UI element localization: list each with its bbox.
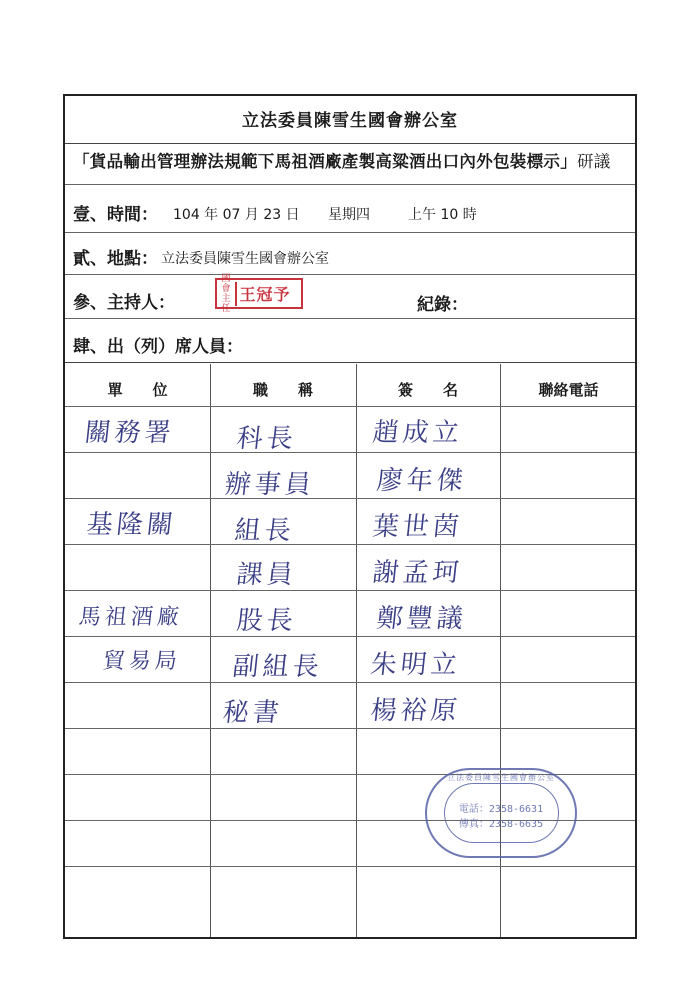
header-phone: 聯絡電話: [538, 381, 599, 399]
divider: [65, 274, 635, 275]
col-line: [356, 364, 357, 937]
recorder-label: 紀錄：: [417, 295, 468, 315]
row-3-unit: 基隆關: [85, 510, 179, 540]
table-line: [65, 636, 635, 637]
row-5-unit: 馬祖酒廠: [77, 605, 185, 630]
divider: [65, 184, 635, 185]
row-3-signature: 葉世茵: [371, 512, 465, 542]
col-line: [210, 364, 211, 937]
row-6-signature: 朱明立: [369, 650, 463, 680]
header-signature: 簽 名: [397, 381, 458, 399]
office-seal-fax: 傳真：2358-6635: [458, 819, 544, 830]
header-title: 職 稱: [252, 381, 313, 399]
row-6-unit: 貿易局: [101, 649, 183, 674]
office-title: 立法委員陳雪生國會辦公室: [242, 111, 458, 131]
meeting-date: 104 年 07 月 23 日: [173, 207, 300, 223]
attendees-label: 肆、出（列）席人員：: [73, 337, 243, 357]
divider: [65, 232, 635, 233]
title-row: [65, 96, 635, 144]
row-3-title: 組長: [233, 516, 297, 546]
subject-main: 「貨品輸出管理辦法規範下馬祖酒廠產製高粱酒出口內外包裝標示」: [73, 152, 577, 171]
subject-tail: 研議: [577, 152, 611, 171]
table-line: [65, 544, 635, 545]
row-7-signature: 楊裕原: [369, 696, 463, 726]
row-2-signature: 廖年傑: [375, 466, 469, 496]
divider: [65, 318, 635, 319]
seal-divider: [235, 282, 237, 306]
office-seal-tel: 電話：2358-6631: [458, 804, 544, 815]
table-line: [65, 866, 635, 867]
row-4-signature: 謝孟珂: [371, 558, 465, 588]
host-seal: [215, 273, 303, 314]
location-value: 立法委員陳雪生國會辦公室: [161, 251, 329, 267]
row-5-title: 股長: [235, 606, 299, 636]
host-label: 參、主持人：: [73, 293, 175, 313]
row-1-title: 科長: [235, 424, 299, 454]
row-7-title: 秘書: [221, 698, 285, 728]
table-line: [65, 452, 635, 453]
table-line: [65, 590, 635, 591]
office-seal: [425, 768, 577, 858]
table-line: [65, 682, 635, 683]
table-line: [65, 728, 635, 729]
office-seal-ring: 立法委員陳雪生國會辦公室: [447, 773, 555, 782]
host-seal-title: 國會主任: [221, 273, 231, 314]
row-1-signature: 趙成立: [371, 418, 465, 448]
host-seal-name: 王冠予: [239, 285, 291, 304]
meeting-form: [63, 94, 637, 939]
row-1-unit: 關務署: [83, 418, 177, 448]
row-6-title: 副組長: [231, 652, 325, 682]
divider: [65, 362, 635, 363]
time-label: 壹、時間：: [73, 205, 158, 225]
meeting-subject: [73, 148, 635, 172]
row-2-title: 辦事員: [223, 470, 317, 500]
header-unit: 單 位: [107, 381, 168, 399]
meeting-hour: 上午 10 時: [408, 207, 477, 223]
table-line: [65, 406, 635, 407]
meeting-weekday: 星期四: [328, 207, 370, 223]
row-4-title: 課員: [235, 560, 299, 590]
table-line: [65, 498, 635, 499]
location-label: 貳、地點：: [73, 249, 158, 269]
row-5-signature: 鄭豐議: [375, 604, 469, 634]
